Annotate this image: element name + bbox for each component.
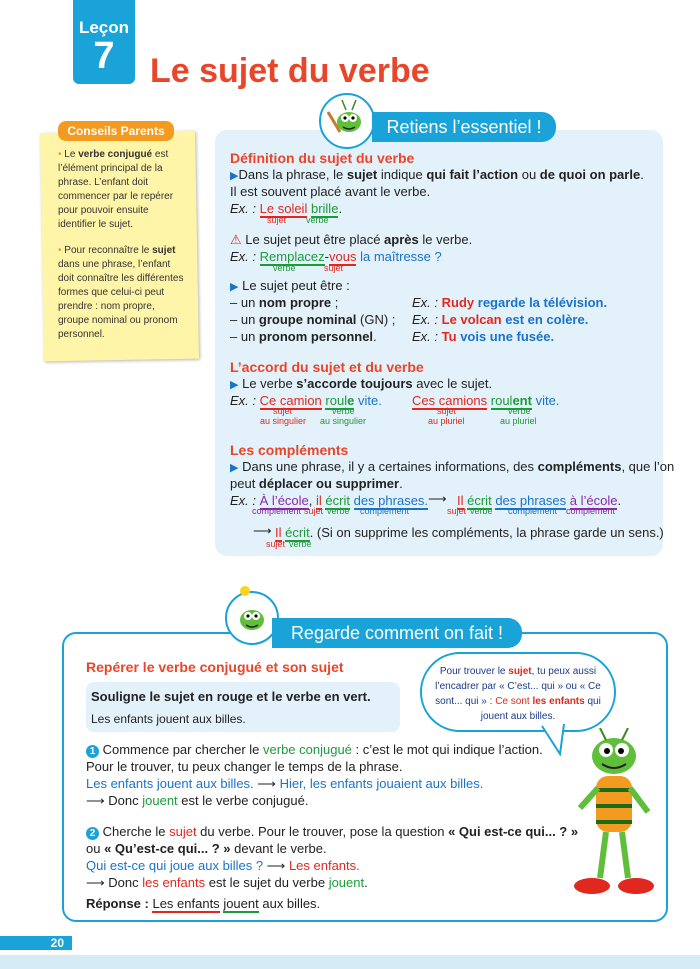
step-2-line-1: 2 Cherche le sujet du verbe. Pour le trouver, pose la question « Qui est-ce qui... ? » bbox=[86, 823, 578, 840]
label-singulier-2: au singulier bbox=[320, 416, 367, 426]
definition-line-1: ▶Dans la phrase, le sujet indique qui fait l’action ou de quoi on parle. bbox=[230, 167, 644, 182]
accord-heading: L’accord du sujet et du verbe bbox=[230, 359, 424, 375]
lesson-badge bbox=[73, 0, 135, 84]
form-2: – un groupe nominal (GN) ; bbox=[230, 312, 396, 327]
page-number: 20 bbox=[0, 936, 72, 950]
form-example-1: Ex. : Rudy regarde la télévision. bbox=[412, 295, 608, 310]
lesson-word: Leçon bbox=[78, 18, 130, 37]
label-singulier-1: au singulier bbox=[260, 416, 307, 426]
label-pluriel-2: au pluriel bbox=[500, 416, 537, 426]
label-complement-1: complément bbox=[252, 506, 302, 516]
form-example-3: Ex. : Tu vois une fusée. bbox=[412, 329, 555, 344]
complements-heading: Les compléments bbox=[230, 442, 349, 458]
definition-heading: Définition du sujet du verbe bbox=[230, 150, 415, 166]
label-sujet-1: sujet bbox=[267, 215, 287, 225]
label-verbe-2: verbe bbox=[273, 263, 296, 273]
step-1-badge: 1 bbox=[86, 745, 99, 758]
page-title: Le sujet du verbe bbox=[150, 52, 430, 90]
label-verbe-4: verbe bbox=[508, 406, 531, 416]
exercise-sentence: Les enfants jouent aux billes. bbox=[91, 712, 246, 726]
footer-bar bbox=[0, 955, 700, 969]
mascot-teacher-icon bbox=[318, 92, 376, 150]
step-1-line-4: ⟶ Donc jouent est le verbe conjugué. bbox=[86, 793, 309, 808]
example-2: Ex. : Remplacez-vous la maîtresse ? bbox=[230, 249, 442, 264]
accord-example-1: Ex. : Ce camion roule vite. bbox=[230, 393, 382, 408]
label-sujet-5: sujet bbox=[304, 506, 324, 516]
warning-icon: ⚠ bbox=[230, 232, 242, 247]
label-verbe-5: verbe bbox=[327, 506, 350, 516]
arrow-icon: ⟶ bbox=[428, 491, 447, 506]
label-verbe-6: verbe bbox=[470, 506, 493, 516]
example-1: Ex. : Le soleil brille. bbox=[230, 201, 343, 216]
complements-example-2: Il écrit des phrases à l’école. bbox=[457, 493, 622, 508]
label-verbe-1: verbe bbox=[306, 215, 329, 225]
label-complement-2: complément bbox=[360, 506, 410, 516]
exercise-instruction: Souligne le sujet en rouge et le verbe en vert. bbox=[91, 689, 371, 704]
accord-line: ▶ Le verbe s’accorde toujours avec le sujet. bbox=[230, 376, 493, 391]
label-complement-4: complément bbox=[566, 506, 616, 516]
step-1-line-1: 1 Commence par chercher le verbe conjugué : c’est le mot qui indique l’action. bbox=[86, 741, 543, 758]
parents-text-1: • Le verbe conjugué est l’élément principal de la phrase. L’enfant doit commencer par le repérer pour pouvoir ensuite identifier le sujet. bbox=[58, 149, 174, 230]
accord-example-2: Ces camions roulent vite. bbox=[412, 393, 560, 408]
step-2-badge: 2 bbox=[86, 827, 99, 840]
step-2-line-2: ou « Qu’est-ce qui... ? » devant le verbe. bbox=[86, 841, 327, 856]
lesson-number: 7 bbox=[93, 35, 115, 77]
label-sujet-3: sujet bbox=[273, 406, 293, 416]
label-sujet-4: sujet bbox=[437, 406, 457, 416]
step-2-line-3: Qui est-ce qui joue aux billes ? ⟶ Les enfants. bbox=[86, 858, 360, 873]
mascot-character-icon bbox=[566, 728, 660, 904]
label-sujet-6: sujet bbox=[447, 506, 467, 516]
regarde-label: Regarde comment on fait ! bbox=[272, 618, 522, 648]
complements-example-1: Ex. : À l’école, il écrit des phrases. bbox=[230, 493, 429, 508]
arrow-icon-2: ⟶ bbox=[253, 523, 272, 538]
tip-bubble: Pour trouver le sujet, tu peux aussi l’encadrer par « C’est... qui » ou « Ce sont... qui » : Ce sont les enfants qui jouent aux billes. bbox=[420, 652, 616, 732]
forms-intro: ▶ Le sujet peut être : bbox=[230, 278, 350, 293]
label-verbe-3: verbe bbox=[332, 406, 355, 416]
form-example-2: Ex. : Le volcan est en colère. bbox=[412, 312, 589, 327]
essentiel-label: Retiens l’essentiel ! bbox=[372, 112, 556, 142]
complements-example-3: Il écrit. (Si on supprime les compléments, la phrase garde un sens.) bbox=[275, 525, 664, 540]
parents-tag: Conseils Parents bbox=[58, 121, 174, 141]
warning-line: ⚠ Le sujet peut être placé après le verbe. bbox=[230, 232, 473, 247]
definition-line-2: Il est souvent placé avant le verbe. bbox=[230, 184, 431, 199]
step-1-line-2: Pour le trouver, tu peux changer le temps de la phrase. bbox=[86, 759, 403, 774]
form-1: – un nom propre ; bbox=[230, 295, 339, 310]
regarde-title: Repérer le verbe conjugué et son sujet bbox=[86, 659, 344, 675]
answer-line: Réponse : Les enfants jouent aux billes. bbox=[86, 896, 321, 911]
complements-line-1: ▶ Dans une phrase, il y a certaines informations, des compléments, que l’on bbox=[230, 459, 675, 474]
step-2-line-4: ⟶ Donc les enfants est le sujet du verbe jouent. bbox=[86, 875, 368, 890]
label-sujet-2: sujet bbox=[324, 263, 344, 273]
parents-text-2: • Pour reconnaître le sujet dans une phrase, l’enfant doit connaître les différentes formes que celui-ci peut prendre : nom propre, groupe nominal ou pronom personnel. bbox=[58, 245, 184, 340]
step-1-line-3: Les enfants jouent aux billes. ⟶ Hier, les enfants jouaient aux billes. bbox=[86, 776, 484, 791]
form-3: – un pronom personnel. bbox=[230, 329, 377, 344]
complements-line-2: peut déplacer ou supprimer. bbox=[230, 476, 403, 491]
label-sujet-7: sujet bbox=[266, 539, 286, 549]
label-verbe-7: verbe bbox=[289, 539, 312, 549]
label-complement-3: complément bbox=[508, 506, 558, 516]
label-pluriel-1: au pluriel bbox=[428, 416, 465, 426]
